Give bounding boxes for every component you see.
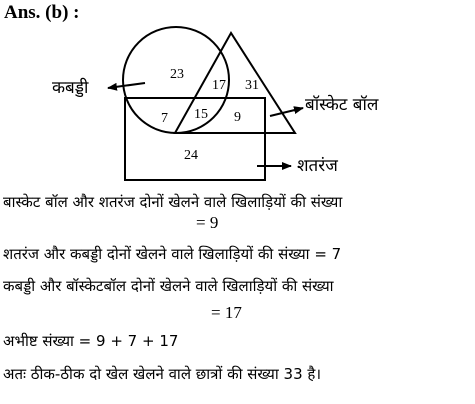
statement-line-3-value: = 17 — [211, 303, 242, 322]
statement-line-3: कबड्डी और बॉस्केटबॉल दोनों खेलने वाले खिलाड़ियों की संख्या — [3, 277, 334, 295]
region-triangle-only: 31 — [245, 78, 259, 93]
region-rect-only: 24 — [184, 148, 198, 163]
basketball-arrow — [270, 108, 303, 116]
statement-line-2: शतरंज और कबड्डी दोनों खेलने वाले खिलाड़ियों की संख्या = 7 — [3, 245, 342, 263]
statement-line-4: अभीष्ट संख्या = 9 + 7 + 17 — [3, 332, 179, 350]
basketball-label: बॉस्केट बॉल — [305, 95, 379, 115]
shatranj-label: शतरंज — [297, 156, 338, 176]
kabaddi-arrow — [108, 83, 145, 88]
kabaddi-label: कबड्डी — [52, 78, 89, 98]
statement-line-1: बास्केट बॉल और शतरंज दोनों खेलने वाले खिलाड़ियों की संख्या — [3, 193, 343, 211]
answer-header: Ans. (b) : — [4, 2, 80, 23]
region-circle-rect: 7 — [161, 111, 168, 126]
region-circle-triangle: 17 — [212, 78, 226, 93]
region-circle-only: 23 — [170, 67, 184, 82]
statement-line-1-value: = 9 — [196, 213, 219, 232]
region-triangle-rect: 9 — [234, 110, 241, 125]
region-all-three: 15 — [194, 107, 208, 122]
statement-line-5: अतः ठीक-ठीक दो खेल खेलने वाले छात्रों की संख्या 33 है। — [3, 365, 322, 383]
